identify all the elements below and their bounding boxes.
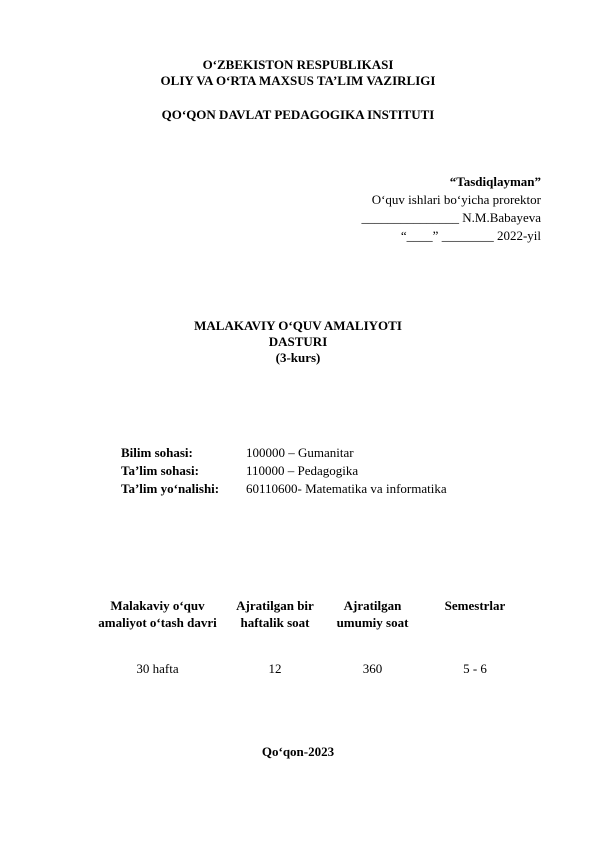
info-value: 110000 – Pedagogika bbox=[246, 463, 359, 478]
info-value: 60110600- Matematika va informatika bbox=[246, 481, 447, 496]
table-cell-total-hours: 360 bbox=[362, 661, 383, 676]
info-label: Ta’lim sohasi: bbox=[121, 463, 199, 478]
approval-date: “____” ________ 2022-yil bbox=[400, 228, 541, 243]
info-value: 100000 – Gumanitar bbox=[246, 445, 354, 460]
table-header-weekly-hours: Ajratilgan bir haftalik soat bbox=[236, 598, 314, 630]
approval-title: “Tasdiqlayman” bbox=[449, 174, 541, 189]
info-row-education-direction bbox=[121, 480, 447, 498]
document-title-line1: MALAKAVIY O‘QUV AMALIYOTI bbox=[194, 318, 402, 333]
info-row-knowledge-area bbox=[121, 444, 354, 462]
table-header-total-hours: Ajratilgan umumiy soat bbox=[336, 598, 409, 630]
table-cell-weekly-hours: 12 bbox=[268, 661, 282, 676]
ministry-country: O‘ZBEKISTON RESPUBLIKASI bbox=[202, 57, 394, 72]
info-label: Ta’lim yo‘nalishi: bbox=[121, 481, 220, 496]
ministry-name: OLIY VA O‘RTA MAXSUS TA’LIM VAZIRLIGI bbox=[160, 73, 436, 88]
institute-name: QO‘QON DAVLAT PEDAGOGIKA INSTITUTI bbox=[161, 107, 435, 122]
document-title-line2: DASTURI bbox=[268, 334, 328, 349]
approval-role: O‘quv ishlari bo‘yicha prorektor bbox=[371, 192, 541, 207]
table-header-semesters: Semestrlar bbox=[444, 598, 506, 613]
footer-place-year: Qo‘qon-2023 bbox=[261, 744, 335, 759]
approval-signature: _______________ N.M.Babayeva bbox=[361, 210, 541, 225]
table-cell-period: 30 hafta bbox=[136, 661, 179, 676]
info-label: Bilim sohasi: bbox=[121, 445, 193, 460]
info-row-education-area bbox=[121, 462, 358, 480]
approval-block bbox=[362, 173, 541, 245]
table-header-period: Malakaviy o‘quv amaliyot o‘tash davri bbox=[98, 598, 217, 630]
document-title-course: (3-kurs) bbox=[275, 350, 321, 365]
table-cell-semesters: 5 - 6 bbox=[463, 661, 487, 676]
